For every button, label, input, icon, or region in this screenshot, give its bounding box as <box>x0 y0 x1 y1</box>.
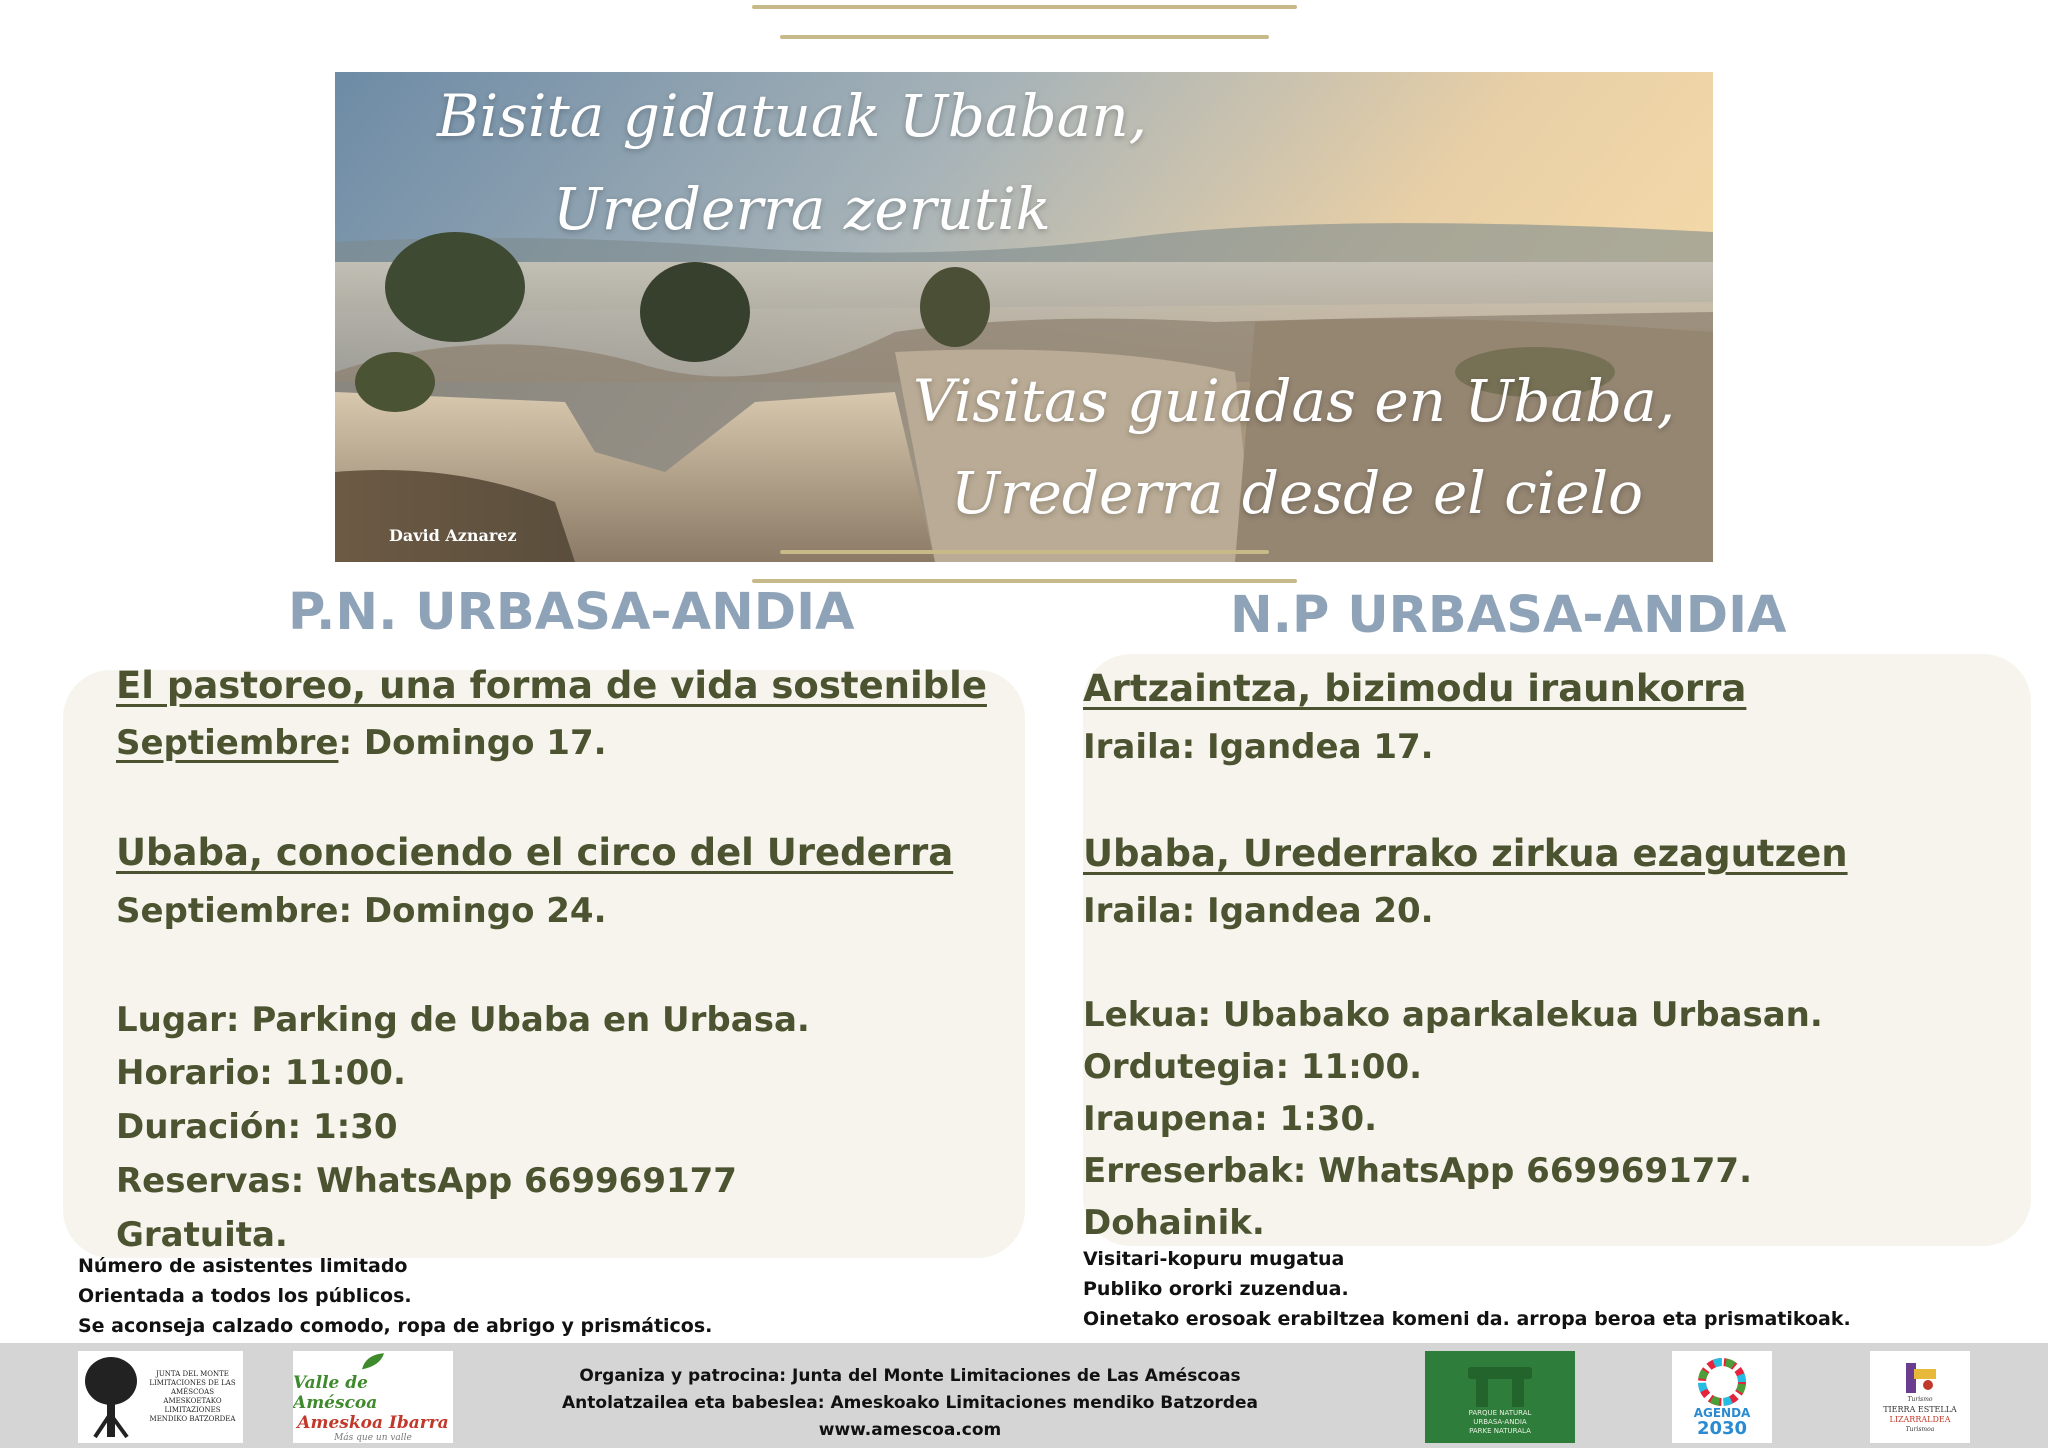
right-price: Dohainik. <box>1083 1203 1265 1243</box>
hero-title-spanish-2: Urederra desde el cielo <box>951 459 1644 527</box>
left-event-1-title-text: El pastoreo, una forma de vida sostenible <box>116 664 987 707</box>
hero-title-basque-1: Bisita gidatuak Ubaban, <box>437 82 1148 150</box>
footer-bar <box>0 1343 2048 1448</box>
sdg-wheel-icon <box>1697 1357 1747 1407</box>
right-column-title: N.P URBASA-ANDIA <box>1230 586 1787 645</box>
tierra-logo-line-4: Turismoa <box>1905 1426 1935 1433</box>
junta-logo-line-2: LIMITACIONES DE LAS AMÉSCOAS <box>149 1379 236 1396</box>
park-logo-line-3: PARKE NATURALA <box>1469 1426 1531 1435</box>
agenda-2030-logo <box>1672 1351 1772 1443</box>
left-notes <box>78 1251 712 1341</box>
footer-line-2: Antolatzailea eta babeslea: Ameskoako Limitaciones mendiko Batzordea <box>562 1393 1258 1413</box>
tierra-estella-logo <box>1870 1351 1970 1443</box>
left-event-1-month: Septiembre <box>116 723 339 763</box>
left-event-1-date <box>116 723 607 763</box>
agenda-logo-line-1: AGENDA <box>1693 1405 1751 1420</box>
right-place: Lekua: Ubabako aparkalekua Urbasan. <box>1083 995 1823 1035</box>
left-duration: Duración: 1:30 <box>116 1107 398 1147</box>
tierra-logo-line-3: LIZARRALDEA <box>1889 1415 1951 1424</box>
valle-logo-line-1: Valle de Améscoa <box>293 1373 378 1413</box>
hero-image <box>335 72 1713 562</box>
right-event-2-title <box>1083 832 1848 875</box>
left-note-2: Orientada a todos los públicos. <box>78 1285 412 1307</box>
left-event-1-title <box>116 664 987 707</box>
tierra-estella-icon <box>1900 1359 1940 1395</box>
right-duration: Iraupena: 1:30. <box>1083 1099 1378 1139</box>
photo-credit: David Aznarez <box>389 526 517 545</box>
tierra-logo-line-2: TIERRA ESTELLA <box>1883 1405 1957 1414</box>
right-event-2-title-text: Ubaba, Urederrako zirkua ezagutzen <box>1083 832 1848 875</box>
mid-divider-1 <box>780 550 1269 554</box>
junta-logo-line-3: AMESKOETAKO LIMITAZIONES <box>163 1397 222 1414</box>
hero-title-basque-2: Urederra zerutik <box>553 175 1051 243</box>
valle-ameskoa-logo <box>293 1351 453 1443</box>
hero-title-spanish-1: Visitas guiadas en Ubaba, <box>913 367 1676 435</box>
footer-website-link[interactable]: www.amescoa.com <box>818 1420 1002 1440</box>
left-event-1-day: : Domingo 17. <box>338 723 607 763</box>
right-note-3: Oinetako erosoak erabiltzea komeni da. arropa beroa eta prismatikoak. <box>1083 1308 1851 1330</box>
junta-logo <box>78 1351 243 1443</box>
right-event-1-title-text: Artzaintza, bizimodu iraunkorra <box>1083 667 1747 710</box>
valle-logo-line-2: Ameskoa Ibarra <box>297 1413 449 1433</box>
footer-organizer-text <box>560 1363 1260 1444</box>
left-place: Lugar: Parking de Ubaba en Urbasa. <box>116 1000 810 1040</box>
tierra-logo-line-1: Turismo <box>1907 1396 1933 1403</box>
right-notes <box>1083 1244 1851 1334</box>
right-time: Ordutegia: 11:00. <box>1083 1047 1423 1087</box>
left-event-2-title-text: Ubaba, conociendo el circo del Urederra <box>116 831 954 874</box>
valle-logo-line-3: Más que un valle <box>334 1433 412 1443</box>
right-event-1-date: Iraila: Igandea 17. <box>1083 727 1434 767</box>
left-event-2-title <box>116 831 953 874</box>
right-booking: Erreserbak: WhatsApp 669969177. <box>1083 1151 1753 1191</box>
top-divider-2 <box>780 35 1269 39</box>
park-logo-line-1: PARQUE NATURAL <box>1468 1408 1532 1417</box>
oak-leaf-icon <box>353 1351 393 1373</box>
junta-logo-line-1: JUNTA DEL MONTE <box>156 1370 229 1378</box>
junta-logo-line-4: MENDIKO BATZORDEA <box>149 1415 236 1423</box>
left-booking: Reservas: WhatsApp 669969177 <box>116 1161 737 1201</box>
tree-icon <box>81 1353 141 1441</box>
footer-line-1: Organiza y patrocina: Junta del Monte Limitaciones de Las Améscoas <box>579 1366 1241 1386</box>
left-column-title: P.N. URBASA-ANDIA <box>288 583 855 642</box>
parque-natural-logo <box>1425 1351 1575 1443</box>
park-logo-line-2: URBASA-ANDIA <box>1473 1417 1527 1426</box>
top-divider-1 <box>752 5 1297 9</box>
left-time: Horario: 11:00. <box>116 1053 406 1093</box>
left-note-1: Número de asistentes limitado <box>78 1255 408 1277</box>
right-note-2: Publiko ororki zuzendua. <box>1083 1278 1349 1300</box>
left-price: Gratuita. <box>116 1215 288 1255</box>
dolmen-icon <box>1460 1359 1540 1409</box>
right-event-2-date: Iraila: Igandea 20. <box>1083 891 1434 931</box>
right-event-1-title <box>1083 667 1746 710</box>
left-event-2-date: Septiembre: Domingo 24. <box>116 891 607 931</box>
right-note-1: Visitari-kopuru mugatua <box>1083 1248 1345 1270</box>
agenda-logo-line-2: 2030 <box>1696 1417 1748 1439</box>
left-note-3: Se aconseja calzado comodo, ropa de abrigo y prismáticos. <box>78 1315 713 1337</box>
